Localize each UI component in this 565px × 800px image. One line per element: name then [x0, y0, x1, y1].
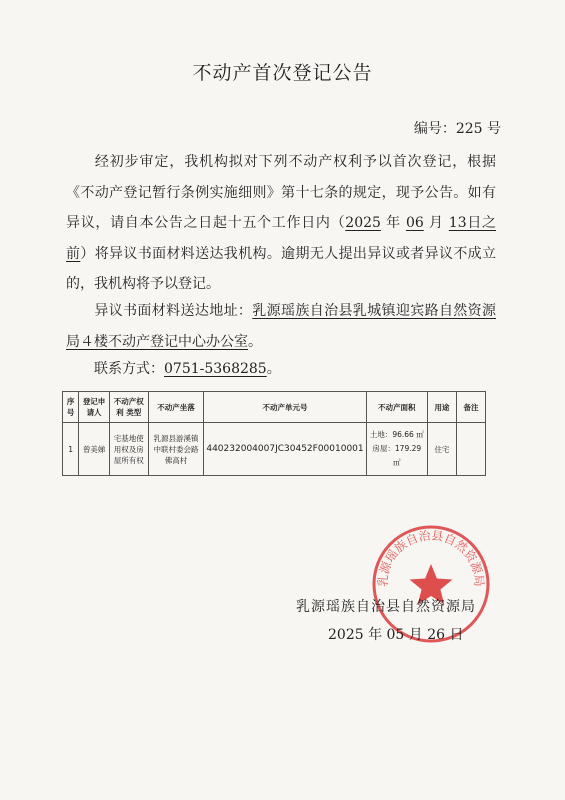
address-label: 异议书面材料送达地址： — [94, 303, 253, 319]
address-text: 乳源瑶族自治县乳城镇迎宾路自然资源局４楼不动产登记中心办公室 — [66, 303, 497, 350]
contact-paragraph — [66, 354, 496, 385]
house-area: 房屋：179.29 ㎡ — [372, 444, 422, 467]
header-area: 不动产面积 — [366, 392, 427, 423]
month-char: 月 — [428, 215, 444, 231]
table-header-row — [63, 392, 486, 423]
cell-usage: 住宅 — [427, 423, 456, 476]
header-right-type: 不动产权利 类型 — [109, 392, 148, 423]
cell-area — [366, 423, 427, 476]
cell-location: 乳源县游溪镇中联村委会路佛高村 — [148, 423, 204, 476]
registration-table — [62, 391, 486, 476]
cell-remark — [456, 423, 485, 476]
main-text-intro: 经初步审定，我机构拟对下列不动产权利予以首次登记，根据《不动产登记暂行条例实施细则》第十七条的规定，现予公告。如有异议，请自本公告之日起十五个工作日内（ — [66, 154, 496, 231]
deadline-month: 06 — [405, 215, 424, 231]
cell-applicant: 曾美娣 — [79, 423, 109, 476]
deadline-day: 13 — [448, 215, 467, 231]
contact-phone: 0751-5368285 — [164, 361, 267, 377]
deadline-year: 2025 — [345, 215, 381, 231]
table-row — [63, 423, 486, 476]
header-remark: 备注 — [456, 392, 485, 423]
document-number: 编号：225 号 — [413, 121, 501, 137]
header-applicant: 登记申请人 — [79, 392, 109, 423]
notice-paragraph-main — [66, 147, 496, 300]
header-index: 序号 — [63, 392, 79, 423]
signature-organization: 乳源瑶族自治县自然资源局 — [296, 599, 476, 615]
year-char: 年 — [386, 215, 401, 231]
seal-text: 乳源瑶族自治县自然资源局 — [375, 528, 487, 588]
contact-end: 。 — [266, 361, 281, 377]
objection-address-paragraph — [66, 296, 496, 357]
contact-label: 联系方式： — [94, 361, 164, 377]
header-location: 不动产坐落 — [148, 392, 204, 423]
header-usage: 用途 — [427, 392, 456, 423]
signature-date: 2025 年 05 月 26 日 — [328, 627, 464, 643]
cell-unit-no: 440232004007JC30452F00010001 — [204, 423, 366, 476]
deadline-suffix: 日之前 — [66, 215, 497, 262]
cell-right-type: 宅基地使用权及房屋所有权 — [109, 423, 148, 476]
cell-index: 1 — [63, 423, 79, 476]
address-end: 。 — [248, 333, 262, 350]
notice-title: 不动产首次登记公告 — [192, 62, 373, 84]
main-text-rest: ）将异议书面材料送达我机构。逾期无人提出异议或者异议不成立的，我机构将予以登记。 — [66, 245, 497, 292]
header-unit-no: 不动产单元号 — [204, 392, 366, 423]
land-area: 土地：96.66 ㎡ — [369, 430, 424, 439]
